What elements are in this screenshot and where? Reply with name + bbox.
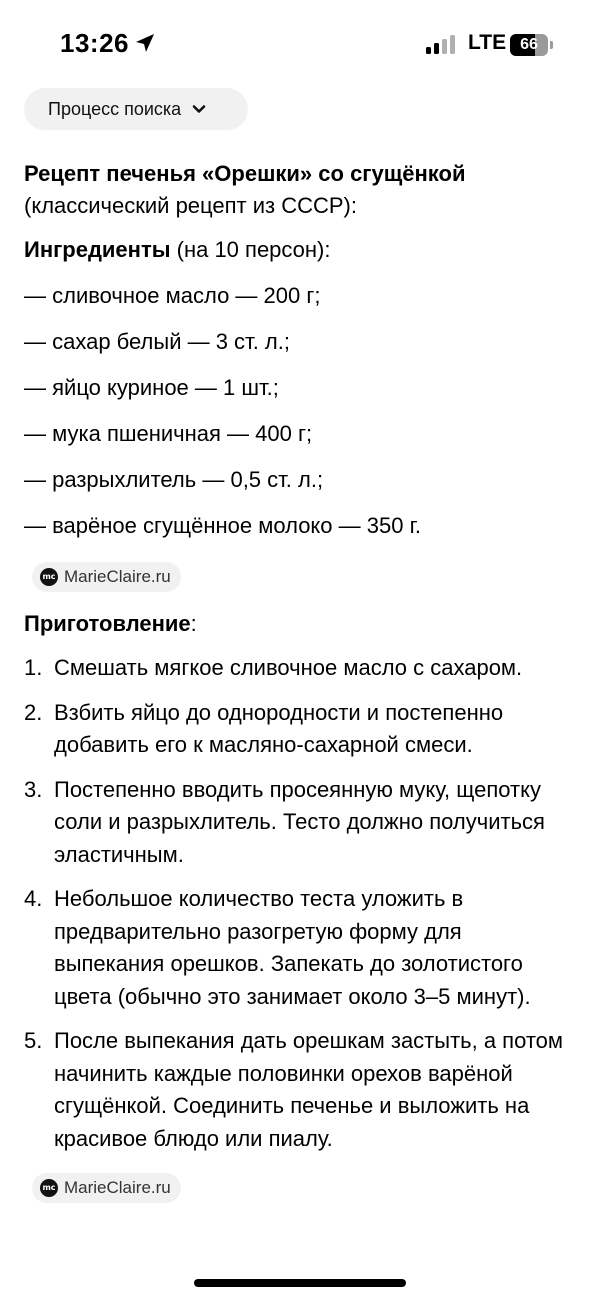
step-text: Небольшое количество теста уложить в предварительно разогретую форму для выпекания орешков. Запекать до золотистого цвета (обычно это занимает около 3–5 минут). bbox=[54, 886, 531, 1009]
list-item: — мука пшеничная — 400 г; bbox=[24, 421, 313, 446]
source-row-2 bbox=[24, 1167, 576, 1203]
step-number: 1. bbox=[24, 655, 43, 680]
source-link-marieclaire-2[interactable] bbox=[32, 1173, 181, 1203]
battery-cap bbox=[550, 41, 553, 49]
step-number: 4. bbox=[24, 886, 43, 911]
recipe-title: Рецепт печенья «Орешки» со сгущёнкой bbox=[24, 161, 466, 186]
step-item bbox=[24, 1025, 576, 1155]
source-label: MarieClaire.ru bbox=[64, 567, 171, 586]
home-indicator[interactable] bbox=[194, 1279, 406, 1287]
step-number: 5. bbox=[24, 1028, 43, 1053]
preparation-heading: Приготовление bbox=[24, 611, 191, 636]
recipe-title-block bbox=[24, 158, 576, 222]
step-item bbox=[24, 697, 576, 762]
list-item: — разрыхлитель — 0,5 ст. л.; bbox=[24, 467, 324, 492]
recipe-content bbox=[24, 158, 576, 1203]
step-number: 3. bbox=[24, 776, 43, 802]
list-item: — сахар белый — 3 ст. л.; bbox=[24, 329, 290, 354]
list-item: — сливочное масло — 200 г; bbox=[24, 283, 321, 308]
step-item bbox=[24, 883, 576, 1013]
location-arrow-icon bbox=[134, 32, 156, 54]
list-item: — варёное сгущённое молоко — 350 г. bbox=[24, 513, 422, 538]
step-text: Взбить яйцо до однородности и постепенно добавить его к масляно-сахарной смеси. bbox=[54, 699, 504, 757]
source-link-marieclaire[interactable] bbox=[32, 562, 181, 592]
battery-body bbox=[510, 34, 548, 56]
battery-level: 66 bbox=[520, 36, 538, 53]
ingredients-note: (на 10 персон): bbox=[170, 237, 331, 262]
step-text: Смешать мягкое сливочное масло с сахаром. bbox=[54, 655, 523, 680]
preparation-steps bbox=[24, 652, 576, 1155]
step-item bbox=[24, 774, 576, 872]
marieclaire-logo-icon: mc bbox=[40, 568, 58, 586]
source-label: MarieClaire.ru bbox=[64, 1178, 171, 1197]
list-item: — яйцо куриное — 1 шт.; bbox=[24, 375, 279, 400]
battery-icon bbox=[510, 34, 554, 56]
step-text: После выпекания дать орешкам застыть, а потом начинить каждые половинки орехов варёной сгущёнкой. Соединить печенье и выложить на красивое блюдо или пиалу. bbox=[54, 1028, 564, 1151]
ingredients-header bbox=[24, 234, 576, 266]
search-process-label: Процесс поиска bbox=[48, 98, 182, 119]
source-row-1 bbox=[24, 556, 576, 592]
search-process-button[interactable] bbox=[24, 88, 248, 130]
status-time: 13:26 bbox=[60, 28, 129, 58]
ingredient-list bbox=[24, 280, 576, 542]
recipe-subtitle: (классический рецепт из СССР): bbox=[24, 193, 357, 218]
preparation-header bbox=[24, 608, 576, 640]
preparation-colon: : bbox=[190, 611, 197, 636]
ingredients-heading: Ингредиенты bbox=[24, 237, 171, 262]
status-bar bbox=[0, 0, 600, 90]
chevron-down-icon bbox=[191, 101, 207, 117]
step-number: 2. bbox=[24, 699, 43, 725]
cellular-signal-icon bbox=[426, 34, 460, 54]
network-type: LTE bbox=[468, 31, 507, 54]
step-item bbox=[24, 652, 576, 685]
step-text: Постепенно вводить просеянную муку, щепотку соли и разрыхлитель. Тесто должно получиться эластичным. bbox=[54, 776, 545, 867]
marieclaire-logo-icon: mc bbox=[40, 1179, 58, 1197]
